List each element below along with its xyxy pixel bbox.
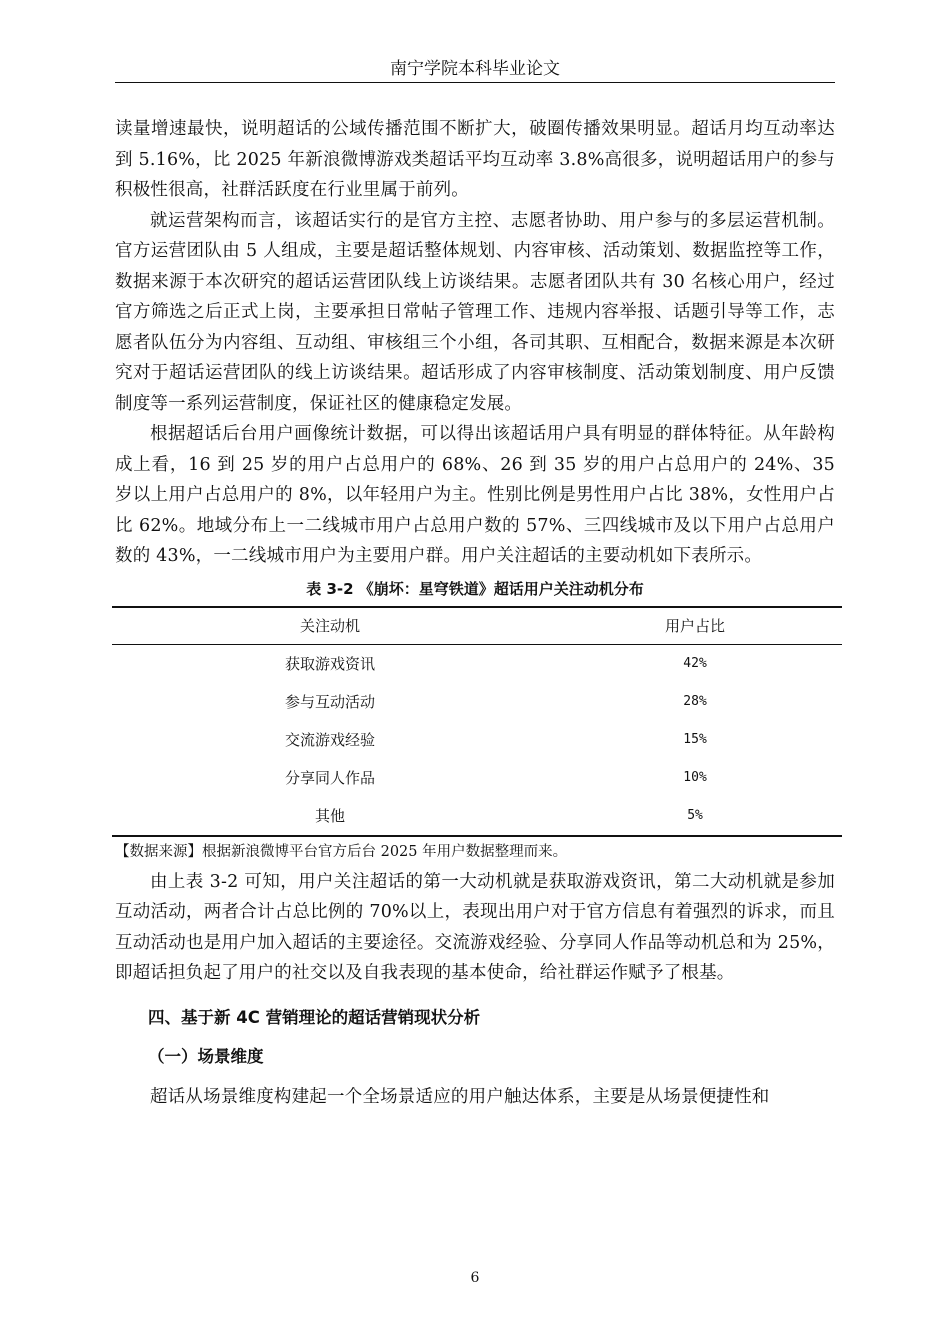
paragraph-continued: 读量增速最快，说明超话的公域传播范围不断扩大，破圈传播效果明显。超话月均互动率达到 5.16%，比 2025 年新浪微博游戏类超话平均互动率 3.8%高很多，说明超话用户的参与积极性很高，社群活跃度在行业里属于前列。 (115, 119, 835, 200)
running-header: 南宁学院本科毕业论文 (390, 59, 560, 79)
table-header-row (112, 607, 842, 645)
table-cell-share: 10% (683, 770, 707, 785)
table-cell-motive: 分享同人作品 (285, 769, 376, 787)
table-row (112, 683, 842, 721)
page-body (115, 114, 835, 1112)
paragraph-user-profile: 根据超话后台用户画像统计数据，可以得出该超话用户具有明显的群体特征。从年龄构成上看，16 到 25 岁的用户占总用户的 68%、26 到 35 岁的用户占总用户的 24%、35 岁以上用户占总用户的 8%，以年轻用户为主。性别比例是男性用户占比 38%，女性用户占比 62%。地域分布上一二线城市用户占总用户数的 57%、三四线城市及以下用户占总用户数的 43%，一二线城市用户为主要用户群。用户关注超话的主要动机如下表所示。 (115, 424, 835, 566)
column-header: 用户占比 (548, 607, 842, 645)
table-row (112, 797, 842, 836)
table-row (112, 644, 842, 683)
header-rule (115, 82, 835, 83)
table-cell-share: 28% (683, 694, 707, 709)
column-header: 关注动机 (112, 607, 548, 645)
table-row (112, 759, 842, 797)
table-caption: 表 3-2 《崩坏：星穹铁道》超话用户关注动机分布 (306, 579, 644, 598)
section-heading: 四、基于新 4C 营销理论的超话营销现状分析 (148, 1007, 481, 1027)
table-cell-motive: 获取游戏资讯 (285, 655, 376, 673)
table-cell-share: 15% (683, 732, 707, 747)
table-row (112, 721, 842, 759)
table-cell-share: 5% (548, 797, 842, 836)
table-source-note: 【数据来源】根据新浪微博平台官方后台 2025 年用户数据整理而来。 (115, 843, 568, 860)
page-number: 6 (470, 1270, 480, 1286)
subsection-heading: （一）场景维度 (148, 1046, 264, 1066)
table-cell-share: 42% (683, 656, 707, 671)
table-cell-motive: 参与互动活动 (285, 693, 376, 711)
paragraph-operation-structure: 就运营架构而言，该超话实行的是官方主控、志愿者协助、用户参与的多层运营机制。官方运营团队由 5 人组成，主要是超话整体规划、内容审核、活动策划、数据监控等工作，数据来源于本次研究的超话运营团队线上访谈结果。志愿者团队共有 30 名核心用户，经过官方筛选之后正式上岗，主要承担日常帖子管理工作、违规内容举报、话题引导等工作，志愿者队伍分为内容组、互动组、审核组三个小组，各司其职、互相配合，数据来源是本次研究对于超话运营团队的线上访谈结果。超话形成了内容审核制度、活动策划制度、用户反馈制度等一系列运营制度，保证社区的健康稳定发展。 (115, 210, 835, 414)
motivation-table (112, 606, 842, 837)
paragraph-table-analysis: 由上表 3-2 可知，用户关注超话的第一大动机就是获取游戏资讯，第二大动机就是参加互动活动，两者合计占总比例的 70%以上，表现出用户对于官方信息有着强烈的诉求，而且互动活动也是用户加入超话的主要途径。交流游戏经验、分享同人作品等动机总和为 25%，即超话担负起了用户的社交以及自我表现的基本使命，给社群运作赋予了根基。 (115, 871, 835, 983)
table-cell-motive: 交流游戏经验 (285, 731, 376, 749)
paragraph-scene-dimension: 超话从场景维度构建起一个全场景适应的用户触达体系，主要是从场景便捷性和 (150, 1086, 770, 1107)
table-cell-motive: 其他 (112, 797, 548, 836)
